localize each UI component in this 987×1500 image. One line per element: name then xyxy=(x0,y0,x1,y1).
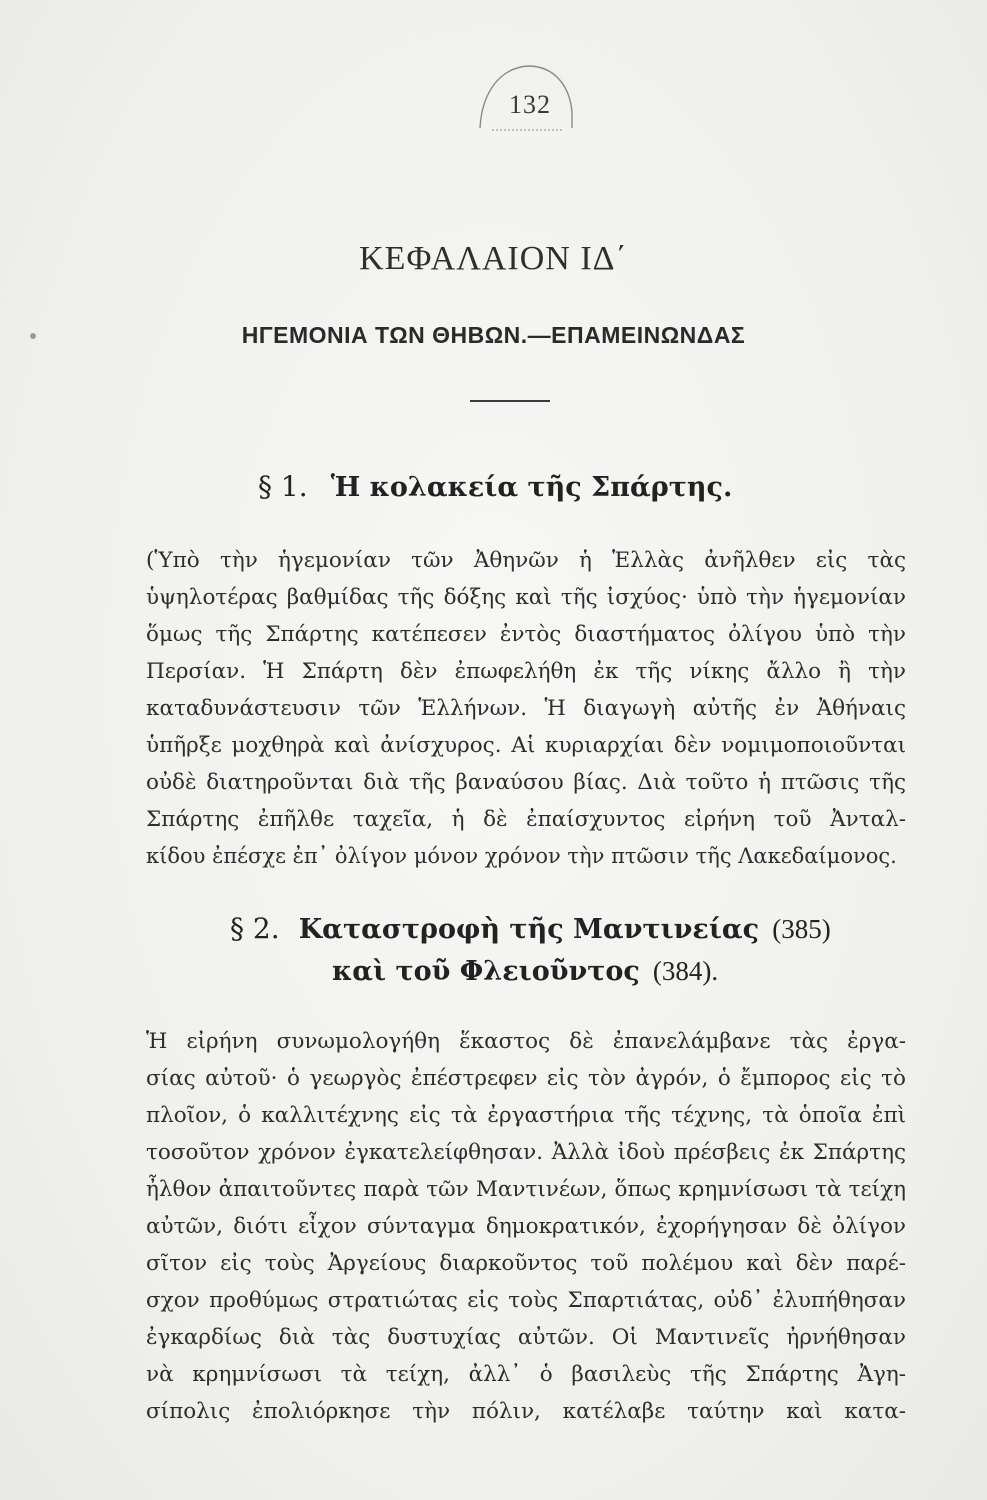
section-2-title-line-2: καὶ τοῦ Φλειοῦντος xyxy=(332,956,640,987)
section-2-title-line-1: Καταστροφὴ τῆς Μαντινείας xyxy=(298,914,760,945)
text-line: οὐδὲ διατηροῦνται διὰ τῆς βαναύσου βίας. Διὰ τοῦτο ἡ πτῶσις τῆς xyxy=(146,770,906,795)
text-line: ὑπῆρξε μοχθηρὰ καὶ ἀνίσχυρος. Αἱ κυριαρχίαι δὲν νομιμοποιοῦνται xyxy=(146,733,906,758)
text-line: (Ὑπὸ τὴν ἡγεμονίαν τῶν Ἀθηνῶν ἡ Ἑλλὰς ἀνῆλθεν εἰς τὰς xyxy=(146,548,906,573)
text-line: σχον προθύμως στρατιώτας εἰς τοὺς Σπαρτιάτας, οὐδ᾽ ἐλυπήθησαν xyxy=(146,1288,906,1313)
text-line: Ἡ εἰρήνη συνωμολογήθη ἕκαστος δὲ ἐπανελάμβανε τὰς ἐργα- xyxy=(146,1029,906,1054)
text-line: κίδου ἐπέσχε ἐπ᾽ ὀλίγον μόνον χρόνον τὴν πτῶσιν τῆς Λακεδαίμονος. xyxy=(146,844,897,868)
text-line: Σπάρτης ἐπῆλθε ταχεῖα, ἡ δὲ ἐπαίσχυντος εἰρήνη τοῦ Ἀνταλ- xyxy=(146,807,906,832)
text-line: ὑψηλοτέρας βαθμίδας τῆς δόξης καὶ τῆς ἰσχύος· ὑπὸ τὴν ἡγεμονίαν xyxy=(146,585,906,610)
text-line: πλοῖον, ὁ καλλιτέχνης εἰς τὰ ἐργαστήρια τῆς τέχνης, τὰ ὁποῖα ἐπὶ xyxy=(146,1103,906,1128)
text-line: σίας αὐτοῦ· ὁ γεωργὸς ἐπέστρεφεν εἰς τὸν ἀγρόν, ὁ ἔμπορος εἰς τὸ xyxy=(146,1066,906,1091)
text-line: ἐγκαρδίως διὰ τὰς δυστυχίας αὐτῶν. Οἱ Μαντινεῖς ἠρνήθησαν xyxy=(146,1325,906,1350)
text-line: ὅμως τῆς Σπάρτης κατέπεσεν ἐντὸς διαστήματος ὀλίγου ὑπὸ τὴν xyxy=(146,622,906,647)
section-2-paragraph xyxy=(146,1023,906,1430)
section-1-paragraph xyxy=(146,542,906,875)
text-line: σῖτον εἰς τοὺς Ἀργείους διαρκοῦντος τοῦ πολέμου καὶ δὲν παρέ- xyxy=(146,1251,906,1276)
text-line: νὰ κρημνίσωσι τὰ τείχη, ἀλλ᾽ ὁ βασιλεὺς τῆς Σπάρτης Ἀγη- xyxy=(146,1362,906,1387)
divider xyxy=(470,400,550,402)
paper-speck xyxy=(30,333,36,339)
section-1-symbol: § 1. xyxy=(258,470,308,503)
page-number: 132 xyxy=(509,90,551,119)
chapter-title: ΚΕΦΑΛΑΙΟΝ ΙΔ΄ xyxy=(359,240,628,277)
text-line: αὐτῶν, διότι εἶχον σύνταγμα δημοκρατικόν, ἐχορήγησαν δὲ ὀλίγον xyxy=(146,1214,906,1239)
text-line: καταδυνάστευσιν τῶν Ἑλλήνων. Ἡ διαγωγὴ αὐτῆς ἐν Ἀθήναις xyxy=(146,696,906,721)
section-1-title: Ἡ κολακεία τῆς Σπάρτης. xyxy=(330,472,733,503)
text-line: Περσίαν. Ἡ Σπάρτη δὲν ἐπωφελήθη ἐκ τῆς νίκης ἄλλο ἢ τὴν xyxy=(146,659,906,684)
text-line: τοσοῦτον χρόνον ἐγκατελείφθησαν. Ἀλλὰ ἰδοὺ πρέσβεις ἐκ Σπάρτης xyxy=(146,1140,906,1165)
section-2-year-2: (384). xyxy=(652,956,719,986)
section-2-symbol: § 2. xyxy=(230,912,280,945)
section-2-heading-line-2 xyxy=(332,956,718,987)
page-number-stamp xyxy=(478,62,578,134)
section-2-heading-line-1 xyxy=(230,912,831,945)
chapter-subtitle: ΗΓΕΜΟΝΙΑ ΤΩΝ ΘΗΒΩΝ.—ΕΠΑΜΕΙΝΩΝΔΑΣ xyxy=(241,322,746,348)
text-line: σίπολις ἐπολιόρκησε τὴν πόλιν, κατέλαβε ταύτην καὶ κατα- xyxy=(146,1399,906,1424)
section-2-year-1: (385) xyxy=(772,914,831,944)
text-line: ἦλθον ἀπαιτοῦντες παρὰ τῶν Μαντινέων, ὅπως κρημνίσωσι τὰ τείχη xyxy=(146,1177,906,1202)
section-1-heading xyxy=(258,470,732,503)
